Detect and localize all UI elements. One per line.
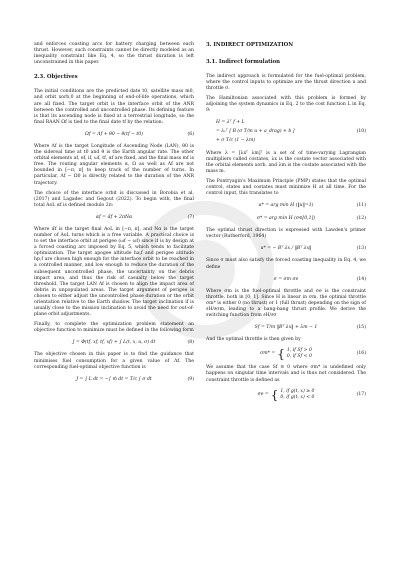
equation-9 (34, 376, 194, 384)
equation-11 (206, 202, 366, 210)
paragraph-interface-orbit: The choice of the interface orbit is discussed in Borobia et al. (2017) and Lagadec and Gegout (2022). To begin with, the final total AoL αf is defined modulo 2π: (34, 190, 194, 208)
equation-17 (206, 389, 366, 401)
equation-6-number: (6) (187, 131, 194, 137)
paragraph-objective-intro: Finally, to complete the optimization problem statement an objective function to minimize must be defined in the following form (34, 322, 194, 334)
equation-17-lhs: σe = (257, 391, 269, 397)
equation-11-body: u* = arg min H (‖u‖=1) (258, 203, 314, 209)
equation-16-lhs: σm* = (260, 351, 276, 357)
paragraph-fuel-objective: The objective chosen in this paper is to find the guidance that minimises fuel consumption for a given value of Λf. The corresponding fuel-optimal objective function is (34, 352, 194, 370)
right-column (206, 42, 366, 406)
equation-9-body: J = ∫ L dt = −∫ ṁ dt = T/c ∫ σ dt (76, 376, 152, 382)
equation-17-case-1: 1, if g(t, x) ≥ 0 (280, 388, 315, 394)
paragraph-costates: Where λ = [λxᵀ λm]ᵀ is a set of of time-varying Lagrangian multipliers called costates, λx is the costate vector associated with the orbital elements xorb, and λm is the costate associated with the mass m. (206, 150, 366, 174)
equation-13 (206, 245, 366, 253)
equation-10-number: (10) (356, 129, 366, 135)
equation-12-number: (12) (356, 216, 366, 222)
paragraph-target-aol: Where α̃f is the target final AoL in [−π, π], and Nα is the target number of AoL turns which is a free variable. A practical choice is to set the interface orbit at perigee (ωf − ωf) since it is by design at a forced coasting arc imposed by Eq. 5, which tends to facilitate optimization. The target apogee altitude ha,f and perigee altitude hp,f are chosen high enough for the interface orbit to be reached in a controlled manner, and low enough to reduce the duration of the subsequent uncontrolled phase, the uncertainty on the debris impact area, and thus the risk of casualty below the target threshold. The target LAN Λf is chosen to align the impact area of debris in unpopulated areas. The target argument of perigee is chosen to either adjust the uncontrolled phase duration or the orbit orientation relative to the Earth shadow. The target inclination if is usually close to the mission inclination to avoid the need for out-of-plane orbit adjustments. (34, 226, 194, 318)
equation-12 (206, 215, 366, 223)
equation-10-line-2: = λᵥᵀ [ B (σ T/m u + a_drag) + b ] (216, 129, 295, 135)
equation-10-line-3: + σ T/c (1 − λm) (216, 138, 256, 144)
paragraph-hamiltonian: The Hamiltonian associated with this problem is formed by adjoining the system dynamics in Eq. 2 to the cost function L in Eq. 9: (206, 96, 366, 114)
equation-13-number: (13) (356, 246, 366, 252)
equation-16-cases (287, 348, 312, 360)
paragraph-pmp: The Pontryagin's Maximum Principle (PMP) states that the optimal control, states and costates must minimize H at all time. For the control input, this translates to (206, 178, 366, 197)
left-column (34, 42, 194, 389)
equation-15-number: (15) (356, 325, 366, 331)
paragraph-primer-vector: The optimal thrust direction is expressed with Lawden's primer vector (Rutherford, 1964) (206, 228, 366, 240)
equation-16 (206, 348, 366, 360)
section-heading-indirect: 3. INDIRECT OPTIMIZATION (206, 42, 294, 48)
equation-6 (34, 131, 194, 139)
paragraph-singular: We assume that the case Sf ≡ 0 where σm* is undefined only happens on singular time intervals and is thus not considered. The constraint throttle is defined as (206, 365, 366, 383)
equation-16-case-1: 1, if Sf > 0 (286, 348, 312, 354)
equation-7-number: (7) (187, 214, 194, 220)
paragraph-coasting: Since σ must also satisfy the forced coasting inequality in Eq. 4, we define (206, 258, 366, 270)
paragraph-initial-conditions: The initial conditions are the predicted date t0, satellite mass m0, and orbit xorb,0 at the beginning of end-of-life operations, which are all fixed. The target orbit is the interface orbit of the ANR between the controlled and uncontrolled phase. Its defining feature is that its ascending node is fixed at a terrestrial longitude, so the final RAAN Ωf is tied to the final date tf by the relation: (34, 89, 194, 125)
equation-17-cases (280, 389, 314, 401)
paragraph-optimal-throttle: And the optimal throttle is then given by (206, 337, 301, 343)
paragraph-indirect-intro: The indirect approach is formulated for the fuel-optimal problem, where the control inputs to optimize are the thrust direction u and throttle σ. (206, 74, 366, 92)
equation-13-body: u* = − Bᵀ λx / ‖Bᵀ λx‖ (260, 246, 312, 252)
equation-7-body: αf = α̃f + 2πNα (95, 214, 133, 220)
equation-10-line-1: H = λᵀ f + L (216, 120, 245, 126)
equation-7 (34, 214, 194, 222)
equation-11-number: (11) (356, 203, 366, 209)
equation-17-case-2: 0, if g(t, x) < 0 (280, 394, 315, 400)
subsection-heading-formulation: 3.1. Indirect formulation (206, 59, 280, 65)
equation-8-number: (8) (187, 340, 194, 346)
paragraph-throttle: Where σm is the fuel-optimal throttle and σe is the constraint throttle, both in [0, 1]. Since H is linear in σm, the optimal throttle σm* is either 0 (no thrust) or 1 (full thrust) depending on the sign of ∂H/∂σm, leading to a bang-bang thrust profile. We derive the switching function from ∂H/∂σ (206, 288, 366, 318)
paragraph-lan: Where Λf is the target Longitude of Ascending Node (LAN), θ0 is the sidereal time at t0 and θ is the Earth angular rate. The other orbital elements af, ef, if, ωf, tf, αf are fixed, and the final mass mf is free. The routing angular elements α, Ω as well as Λf are not bounded in [−π, π] to keep track of the number of turns. In particular, Λf − Ω0 is directly related to the duration of the ANR trajectory. (34, 143, 194, 186)
equation-8-body: J = Φ(tf, xf, tf, xf) + ∫ L(t, x, u, σ) dt (72, 340, 156, 346)
equation-9-number: (9) (187, 376, 194, 382)
equation-17-brace: { (270, 387, 279, 402)
section-heading-objectives: 2.3. Objectives (34, 74, 78, 81)
equation-8 (34, 339, 194, 347)
equation-15-body: Sf = T/m ‖Bᵀ λx‖ + λm − 1 (254, 325, 318, 331)
equation-10 (206, 119, 366, 146)
equation-14 (206, 276, 366, 284)
equation-14-number: (14) (356, 276, 366, 282)
equation-16-case-2: 0, if Sf < 0 (286, 354, 312, 360)
equation-17-number: (17) (356, 391, 366, 397)
equation-14-body: σ = σm σe (273, 276, 299, 282)
equation-12-body: σ* = arg min H (σ∈[0,1]) (256, 216, 316, 222)
equation-16-number: (16) (356, 351, 366, 357)
equation-6-body: Ωf = Λf + θ0 − θ(tf − t0) (85, 131, 143, 137)
intro-paragraph: and enforces coasting arcs for battery charging between each thrust. However, such constraints cannot be directly modeled as an inequality constraint like Eq. 4, so the thrust duration is left unconstrained in this paper. (34, 42, 194, 66)
equation-15 (206, 324, 366, 332)
equation-16-brace: { (277, 347, 285, 362)
